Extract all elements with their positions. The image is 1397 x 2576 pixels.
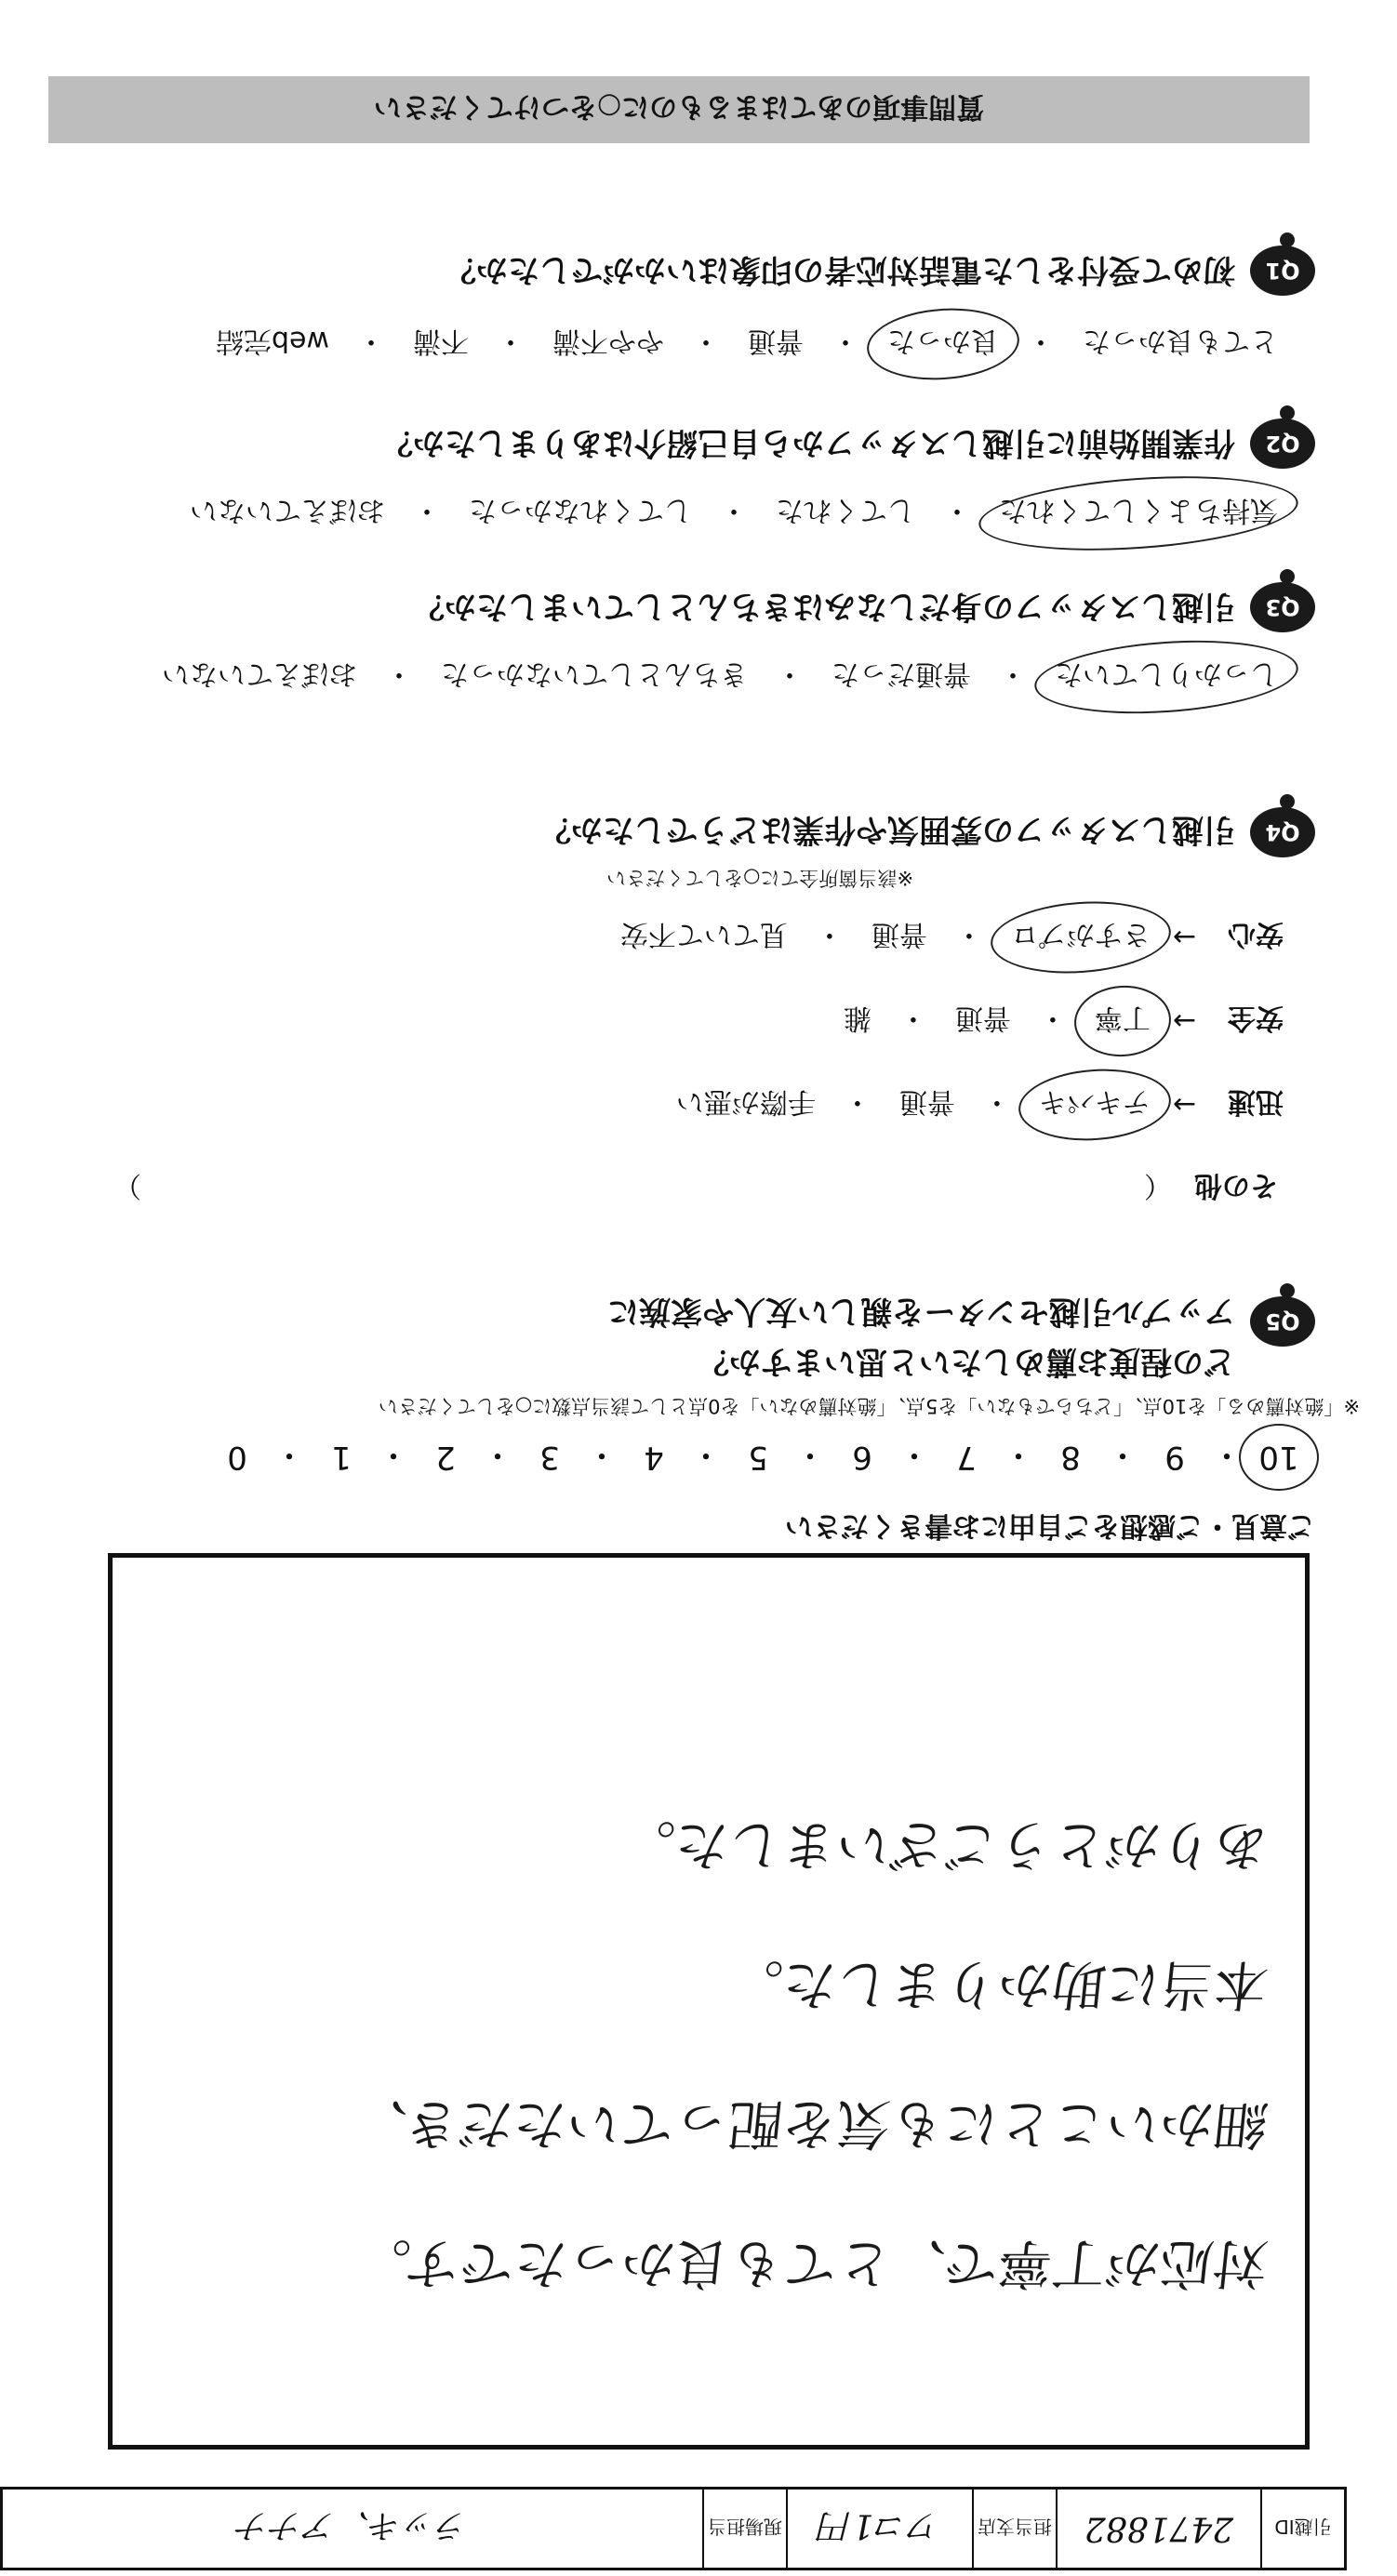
q3-option[interactable]: おぼえていない xyxy=(162,657,357,690)
q3-badge: Q3 xyxy=(1250,582,1315,632)
q1-option[interactable]: 良かった xyxy=(882,320,1005,368)
q1-option[interactable]: web完結 xyxy=(215,325,329,357)
q4-other-close: ） xyxy=(113,1169,141,1202)
comment-line: 細かいことにも気を配っていただき、 xyxy=(349,2092,1271,2156)
info-table xyxy=(0,2487,1347,2570)
q3-option[interactable]: きちんとしていなかった xyxy=(441,657,748,690)
q4-row-safety: 安全 → 丁寧 ・ 普通 ・ 雑 xyxy=(838,997,1284,1045)
arrow-icon: → xyxy=(1172,921,1196,954)
q4-row-trust: 安心 → さすがプロ ・ 普通 ・ 見ていて不安 xyxy=(615,913,1284,962)
branch-value: ワコ1円 xyxy=(786,2490,972,2568)
q4-row-speed: 迅速 → テキパキ ・ 普通 ・ 手際が悪い xyxy=(671,1081,1284,1129)
branch-label: 担当支店 xyxy=(972,2490,1056,2568)
comment-line: ありがとうございました。 xyxy=(617,1813,1271,1877)
q4-other-row-left xyxy=(1144,1168,1278,1209)
scale-option[interactable]: 3 xyxy=(539,1439,560,1477)
q1-option[interactable]: 不満 xyxy=(413,325,469,357)
q2-option[interactable]: 気持ちよくしてくれた xyxy=(993,489,1284,538)
q5-question-line2: どの程度お薦めしたいと思いますか？ xyxy=(698,1343,1235,1380)
instruction-header: 質問事項のあてはまるものに○をつけてください xyxy=(48,76,1310,143)
comment-line: 対応が丁寧で、とても良かったです。 xyxy=(353,2232,1271,2295)
question-5 xyxy=(0,1263,1397,1417)
scale-option[interactable]: 0 xyxy=(227,1439,247,1477)
q4-row-label: 安全 xyxy=(1228,1002,1284,1034)
q1-option[interactable]: 普通 xyxy=(748,325,804,357)
question-1 xyxy=(0,219,1397,368)
q4-row-label: 安心 xyxy=(1228,918,1284,950)
scale-option[interactable]: 10 xyxy=(1258,1439,1299,1477)
move-id-value: 2471882 xyxy=(1056,2490,1260,2568)
q3-option[interactable]: 普通だった xyxy=(832,657,971,690)
q2-option[interactable]: してくれなかった xyxy=(469,494,692,526)
q1-question: 初めて受付をした電話対応者の印象はいかがでしたか？ xyxy=(445,251,1235,288)
q4-badge: Q4 xyxy=(1250,807,1315,857)
q4-other-open: （ xyxy=(1144,1169,1172,1202)
q2-options: 気持ちよくしてくれた ・ してくれた ・ してくれなかった ・ おぼえていない xyxy=(184,489,1284,538)
q4-safety-option[interactable]: 丁寧 xyxy=(1089,997,1156,1045)
scale-option[interactable]: 6 xyxy=(852,1439,872,1477)
q1-options: とても良かった ・ 良かった ・ 普通 ・ やや不満 ・ 不満 ・ web完結 xyxy=(210,320,1284,368)
move-id-label: 引越ID xyxy=(1260,2490,1344,2568)
scale-option[interactable]: 7 xyxy=(956,1439,977,1477)
scale-option[interactable]: 2 xyxy=(435,1439,456,1477)
q5-question-line1: アップル引越センターを親しい友人や家族に xyxy=(607,1293,1235,1330)
comment-box[interactable] xyxy=(108,1553,1310,2450)
q4-trust-option[interactable]: 普通 xyxy=(871,918,927,950)
q3-options: しっかりしていた ・ 普通だった ・ きちんとしていなかった ・ おぼえていない xyxy=(156,653,1284,701)
scale-option[interactable]: 8 xyxy=(1060,1439,1081,1477)
comment-line: 本当に助かりました。 xyxy=(725,1953,1271,2016)
scale-option[interactable]: 9 xyxy=(1164,1439,1185,1477)
q4-speed-option[interactable]: テキパキ xyxy=(1033,1081,1156,1129)
q4-other-label: その他 xyxy=(1194,1169,1278,1202)
comments-title: ご意見・ご感想をご自由にお書きください xyxy=(785,1509,1315,1542)
q3-question: 引越しスタッフの身だしなみはきちんとしていましたか？ xyxy=(413,588,1235,625)
question-3 xyxy=(0,562,1397,701)
q4-other-row xyxy=(104,1168,141,1209)
q4-trust-option[interactable]: 見ていて不安 xyxy=(619,918,788,950)
q4-safety-option[interactable]: 普通 xyxy=(954,1002,1011,1034)
team-label: 現場担当 xyxy=(702,2490,786,2568)
q1-badge: Q1 xyxy=(1250,246,1315,296)
q3-option[interactable]: しっかりしていた xyxy=(1049,653,1284,701)
q4-trust-option[interactable]: さすがプロ xyxy=(1005,913,1156,962)
q4-note: ※該当箇所全てに○をしてください xyxy=(606,867,913,889)
q2-question: 作業開始前に引越しスタッフから自己紹介はありましたか？ xyxy=(381,424,1235,461)
q1-option[interactable]: とても良かった xyxy=(1083,325,1278,357)
q4-speed-option[interactable]: 普通 xyxy=(898,1085,955,1118)
q4-safety-option[interactable]: 雑 xyxy=(843,1002,871,1034)
scale-option[interactable]: 1 xyxy=(331,1439,352,1477)
recommend-scale: 10 ・ 9 ・ 8 ・ 7 ・ 6 ・ 5 ・ 4 ・ 3 ・ 2 ・ 1 ・ 0 xyxy=(216,1435,1300,1481)
q2-option[interactable]: してくれた xyxy=(776,494,915,526)
question-2 xyxy=(0,398,1397,538)
q4-question: 引越しスタッフの雰囲気や作業はどうでしたか？ xyxy=(539,811,1235,848)
q2-badge: Q2 xyxy=(1250,418,1315,469)
arrow-icon: → xyxy=(1172,1004,1196,1038)
question-4 xyxy=(0,781,1397,1209)
q5-badge: Q5 xyxy=(1250,1296,1315,1347)
arrow-icon: → xyxy=(1172,1088,1196,1122)
team-value: ラッキ、アナナ xyxy=(236,2506,469,2545)
q5-note: ※「絶対薦める」を10点、「どちらでもない」を5点、「絶対薦めない」を0点として該当点数に○をしてください xyxy=(378,1395,1360,1417)
q1-option[interactable]: やや不満 xyxy=(552,325,664,357)
q4-row-label: 迅速 xyxy=(1228,1085,1284,1118)
scale-option[interactable]: 4 xyxy=(644,1439,664,1477)
q2-option[interactable]: おぼえていない xyxy=(190,494,385,526)
scale-option[interactable]: 5 xyxy=(748,1439,768,1477)
q4-speed-option[interactable]: 手際が悪い xyxy=(675,1085,816,1118)
